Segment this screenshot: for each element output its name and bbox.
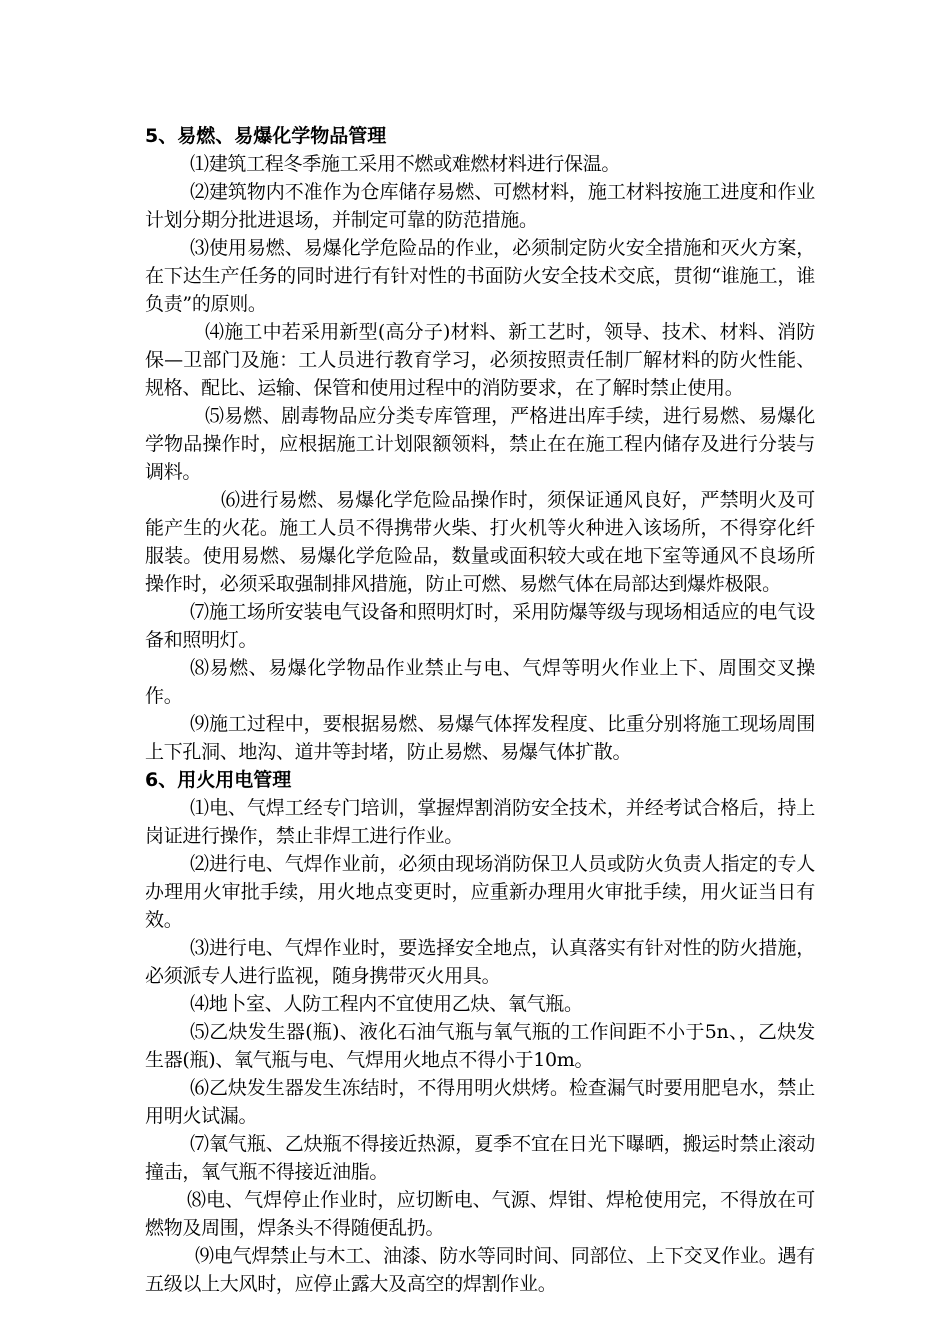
paragraph-6-3: ⑶进行电、气焊作业时，要选择安全地点，认真落实有针对性的防火措施，必须派专人进行监视，随身携带灭火用具。 — [145, 937, 815, 987]
paragraph-6-4: ⑷地卜室、人防工程内不宜使用乙炔、氧气瓶。 — [190, 993, 583, 1015]
paragraph-5-8: ⑻易燃、易爆化学物品作业禁止与电、气焊等明火作业上下、周围交叉操作。 — [145, 657, 815, 707]
paragraph-6-2: ⑵进行电、气焊作业前，必须由现场消防保卫人员或防火负责人指定的专人办理用火审批手续，用火地点变更时，应重新办理用火审批手续，用火证当日有效。 — [145, 853, 815, 931]
section-title-5: 5、易燃、易爆化学物品管理 — [145, 125, 387, 147]
paragraph-5-1: ⑴建筑工程冬季施工采用不燃或难燃材料进行保温。 — [190, 153, 621, 175]
section-title-6: 6、用火用电管理 — [145, 769, 292, 791]
paragraph-6-5: ⑸乙炔发生器(瓶)、液化石油气瓶与氧气瓶的工作间距不小于5n、，乙炔发生器(瓶)、氧气瓶与电、气焊用火地点不得小于10m。 — [145, 1021, 815, 1071]
paragraph-5-2: ⑵建筑物内不准作为仓库储存易燃、可燃材料，施工材料按施工进度和作业计划分期分批进退场，并制定可靠的防范措施。 — [145, 181, 815, 231]
paragraph-5-7: ⑺施工场所安装电气设备和照明灯时，采用防爆等级与现场相适应的电气设备和照明灯。 — [145, 601, 815, 651]
paragraph-5-6: ⑹进行易燃、易爆化学危险品操作时，须保证通风良好，严禁明火及可能产生的火花。施工人员不得携带火柴、打火机等火种进入该场所，不得穿化纤服装。使用易燃、易爆化学危险品，数量或面积较大或在地下室等通风不良场所操作时，必须采取强制排风措施，防止可燃、易燃气体在局部达到爆炸极限。 — [145, 489, 815, 595]
paragraph-5-5: ⑸易燃、剧毒物品应分类专库管理，严格进出库手续，进行易燃、易爆化学物品操作时，应根据施工计划限额领料，禁止在在施工程内储存及进行分装与调料。 — [145, 405, 815, 483]
paragraph-6-9: ⑼电气焊禁止与木工、油漆、防水等同时间、同部位、上下交叉作业。遇有五级以上大风时，应停止露大及高空的焊割作业。 — [145, 1245, 815, 1295]
paragraph-5-3: ⑶使用易燃、易爆化学危险品的作业，必须制定防火安全措施和灭火方案，在下达生产任务的同时进行有针对性的书面防火安全技术交底，贯彻“谁施工，谁负责”的原则。 — [145, 237, 815, 315]
document-body — [145, 122, 815, 1298]
paragraph-6-1: ⑴电、气焊工经专门培训，掌握焊割消防安全技术，并经考试合格后，持上岗证进行操作，禁止非焊工进行作业。 — [145, 797, 815, 847]
paragraph-6-7: ⑺氧气瓶、乙炔瓶不得接近热源，夏季不宜在日光下曝晒，搬运时禁止滚动撞击，氧气瓶不得接近油脂。 — [145, 1133, 815, 1183]
paragraph-6-8: ⑻电、气焊停止作业时，应切断电、气源、焊钳、焊枪使用完，不得放在可燃物及周围，焊条头不得随便乱扔。 — [145, 1189, 815, 1239]
paragraph-6-6: ⑹乙炔发生器发生冻结时，不得用明火烘烤。检查漏气时要用肥皂水，禁止用明火试漏。 — [145, 1077, 815, 1127]
paragraph-5-4: ⑷施工中若采用新型(高分子)材料、新工艺时，领导、技术、材料、消防保—卫部门及施：工人员进行教育学习，必须按照责任制厂解材料的防火性能、规格、配比、运输、保管和使用过程中的消防要求，在了解时禁止使用。 — [145, 321, 815, 399]
paragraph-5-9: ⑼施工过程中，要根据易燃、易爆气体挥发程度、比重分别将施工现场周围上下孔洞、地沟、道井等封堵，防止易燃、易爆气体扩散。 — [145, 713, 815, 763]
